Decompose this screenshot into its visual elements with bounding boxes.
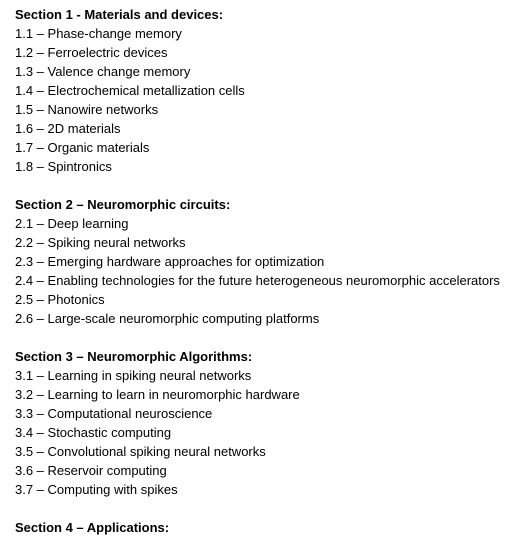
list-item: 3.3 – Computational neuroscience — [15, 406, 213, 421]
list-item: 1.3 – Valence change memory — [15, 64, 191, 79]
section-2-title: Section 2 – Neuromorphic circuits: — [15, 197, 231, 212]
list-item: 2.6 – Large-scale neuromorphic computing platforms — [15, 311, 320, 326]
section-3-list — [15, 366, 522, 499]
section-1-list — [15, 24, 522, 176]
section-2-list — [15, 214, 522, 328]
list-item: 2.3 – Emerging hardware approaches for optimization — [15, 254, 325, 269]
section-3 — [15, 347, 522, 499]
list-item: 1.4 – Electrochemical metallization cells — [15, 83, 245, 98]
list-item: 3.7 – Computing with spikes — [15, 482, 178, 497]
list-item: 1.8 – Spintronics — [15, 159, 112, 174]
section-3-title: Section 3 – Neuromorphic Algorithms: — [15, 349, 253, 364]
list-item: 1.6 – 2D materials — [15, 121, 121, 136]
list-item: 2.4 – Enabling technologies for the future heterogeneous neuromorphic accelerators — [15, 273, 500, 288]
list-item: 1.2 – Ferroelectric devices — [15, 45, 168, 60]
section-1 — [15, 5, 522, 176]
list-item: 1.5 – Nanowire networks — [15, 102, 159, 117]
list-item: 3.4 – Stochastic computing — [15, 425, 172, 440]
section-4-title: Section 4 – Applications: — [15, 520, 170, 535]
list-item: 3.6 – Reservoir computing — [15, 463, 167, 478]
list-item: 1.7 – Organic materials — [15, 140, 150, 155]
list-item: 2.2 – Spiking neural networks — [15, 235, 186, 250]
list-item: 3.5 – Convolutional spiking neural networks — [15, 444, 266, 459]
list-item: 2.5 – Photonics — [15, 292, 105, 307]
list-item: 3.1 – Learning in spiking neural networks — [15, 368, 252, 383]
list-item: 2.1 – Deep learning — [15, 216, 129, 231]
section-1-title: Section 1 - Materials and devices: — [15, 7, 224, 22]
list-item: 1.1 – Phase-change memory — [15, 26, 182, 41]
section-2 — [15, 195, 522, 328]
section-4 — [15, 518, 522, 537]
list-item: 3.2 – Learning to learn in neuromorphic hardware — [15, 387, 300, 402]
